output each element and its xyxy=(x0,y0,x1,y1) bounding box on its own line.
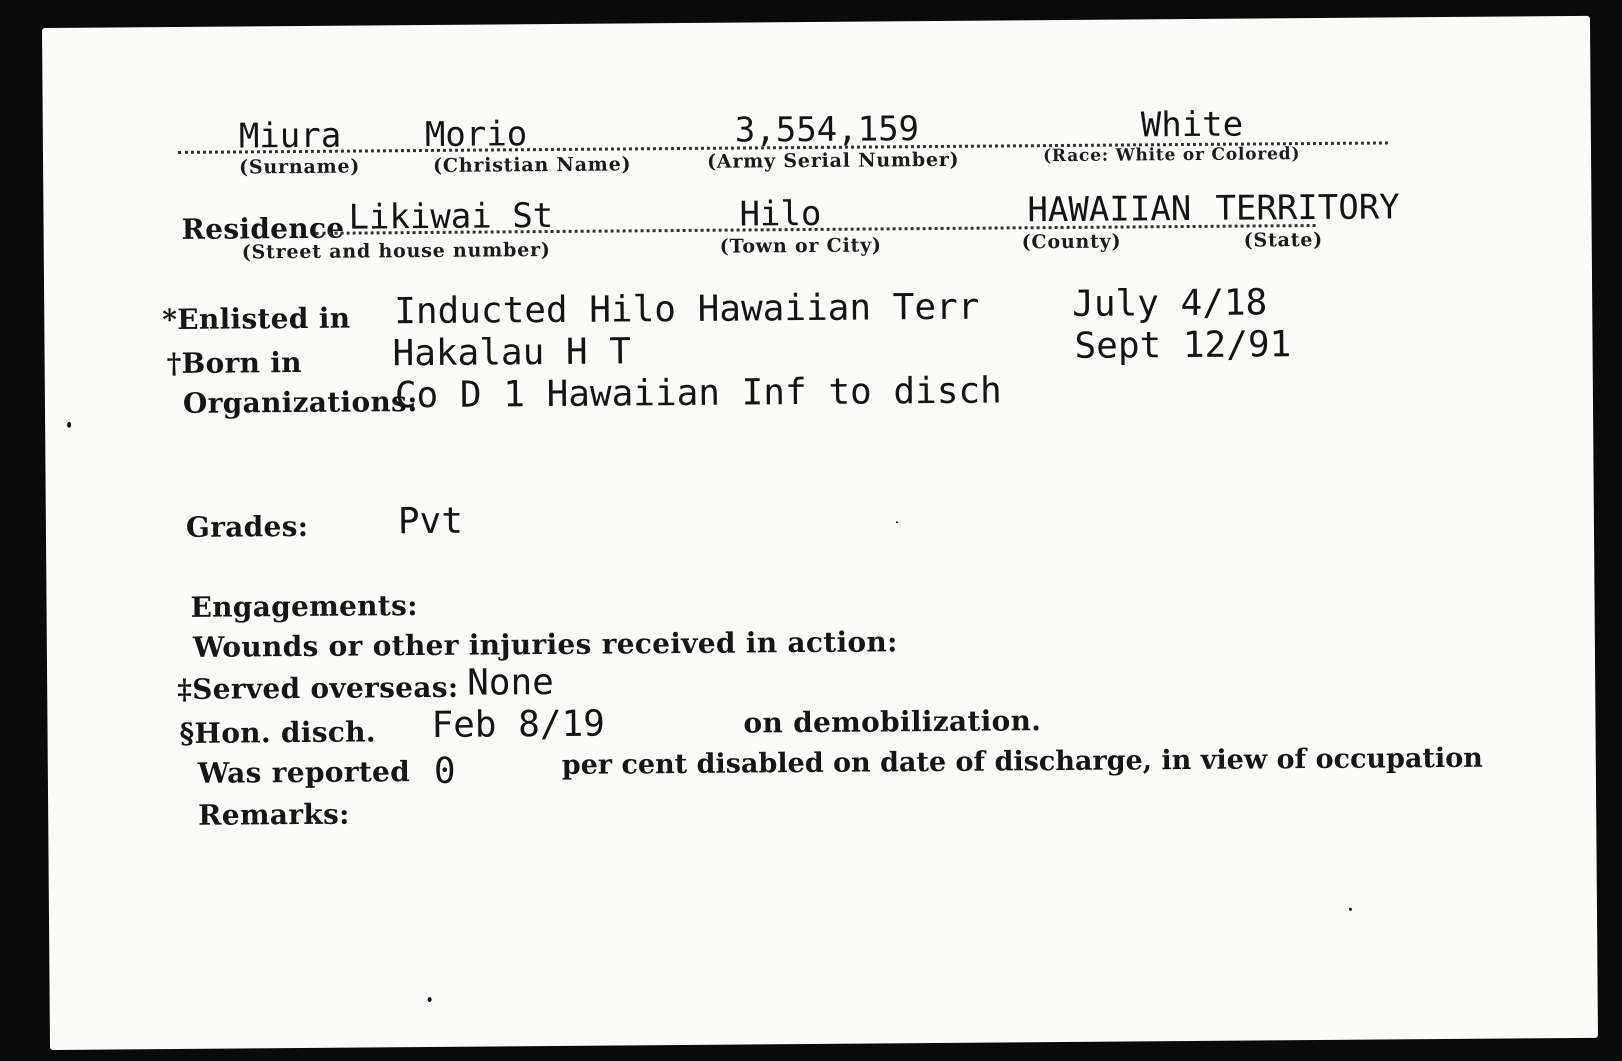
grades-value: Pvt xyxy=(397,500,464,543)
enlisted-date: July 4/18 xyxy=(1072,282,1268,325)
state-value: TERRITORY xyxy=(1215,187,1400,229)
disability-value: 0 xyxy=(433,750,456,792)
state-caption: (State) xyxy=(1243,228,1324,252)
army-serial-number-caption: (Army Serial Number) xyxy=(706,148,960,173)
army-serial-number-value: 3,554,159 xyxy=(734,109,920,151)
residence-label: Residence xyxy=(181,211,345,246)
street-caption: (Street and house number) xyxy=(241,239,551,264)
town-value: Hilo xyxy=(739,193,822,235)
born-label: †Born in xyxy=(166,345,303,381)
organizations-value: Co D 1 Hawaiian Inf to disch xyxy=(394,370,1002,417)
disability-label: Was reported xyxy=(197,755,411,790)
remarks-label: Remarks: xyxy=(198,797,350,832)
town-caption: (Town or City) xyxy=(719,234,882,258)
surname-value: Miura xyxy=(238,115,342,157)
street-value: Likiwai St xyxy=(348,195,554,238)
scan-speck xyxy=(896,521,898,523)
born-date: Sept 12/91 xyxy=(1074,324,1292,367)
served-overseas-label: ‡Served overseas: xyxy=(177,670,459,706)
service-record-card xyxy=(42,16,1598,1050)
born-value: Hakalau H T xyxy=(392,331,632,375)
engagements-label: Engagements: xyxy=(190,589,418,624)
surname-caption: (Surname) xyxy=(239,155,361,179)
enlisted-label: *Enlisted in xyxy=(162,301,351,337)
hon-disch-suffix: on demobilization. xyxy=(743,704,1042,740)
race-value: White xyxy=(1140,104,1244,146)
grades-label: Grades: xyxy=(185,509,309,544)
christian-name-caption: (Christian Name) xyxy=(433,153,632,177)
scan-speck xyxy=(428,997,432,1002)
christian-name-value: Morio xyxy=(424,114,528,155)
county-caption: (County) xyxy=(1021,230,1122,254)
served-overseas-value: None xyxy=(466,662,555,704)
organizations-label: Organizations: xyxy=(182,385,418,420)
county-value: HAWAIIAN xyxy=(1027,188,1192,231)
wounds-label: Wounds or other injuries received in action: xyxy=(192,625,898,664)
enlisted-value: Inducted Hilo Hawaiian Terr xyxy=(394,286,980,333)
scan-speck xyxy=(1349,908,1352,911)
hon-disch-label: §Hon. disch. xyxy=(179,715,377,750)
scan-speck xyxy=(67,422,71,428)
disability-suffix: per cent disabled on date of discharge, in view of occupation xyxy=(561,742,1483,781)
race-caption: (Race: White or Colored) xyxy=(1042,144,1301,167)
hon-disch-value: Feb 8/19 xyxy=(431,703,606,746)
